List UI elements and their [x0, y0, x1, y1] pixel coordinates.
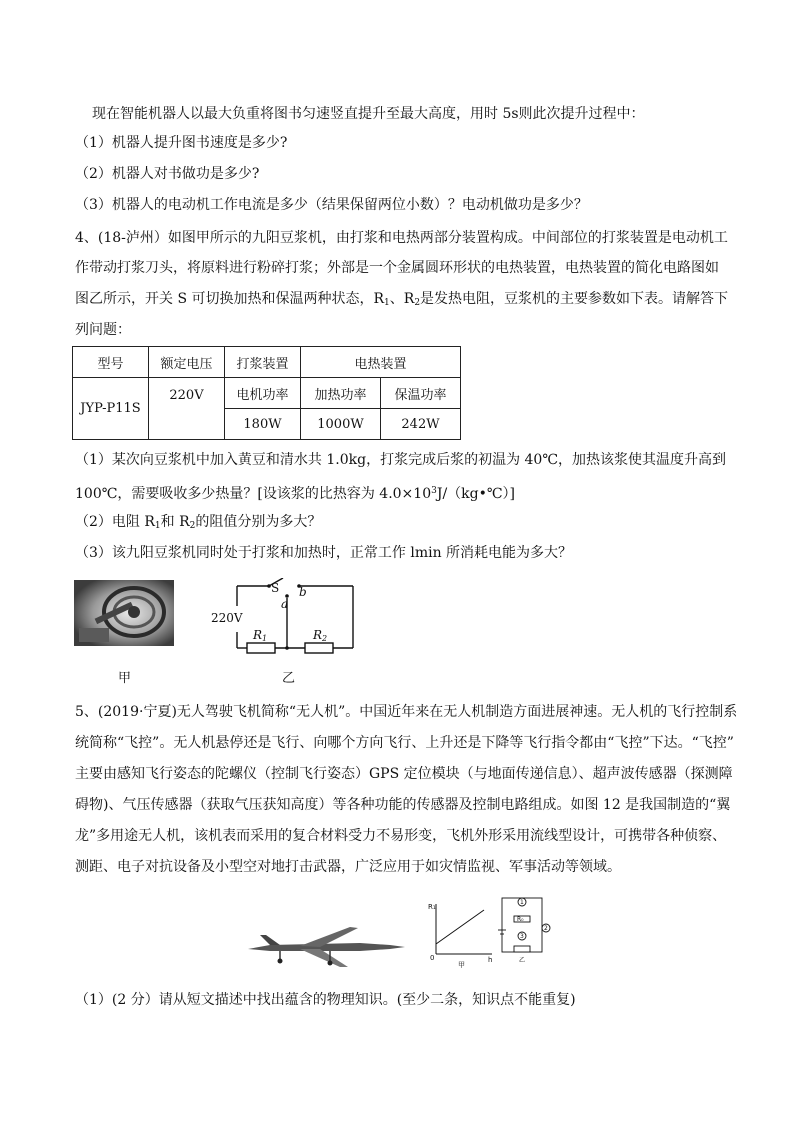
cell-keep-val: 242W: [381, 409, 461, 440]
problem5-line3: 主要由感知飞行姿态的陀螺仪（控制飞行姿态）GPS 定位模块（与地面传递信息）、超声波传感器（探测障: [75, 766, 733, 782]
q2-sub1: 1: [154, 521, 161, 531]
r1-main: R: [253, 628, 263, 642]
th-model: 型号: [73, 347, 149, 378]
r2-sub: 2: [322, 634, 328, 643]
figure-jia-caption: 甲: [118, 671, 132, 686]
soymilk-machine-photo: [74, 580, 174, 646]
graph-y-label: R₁: [428, 903, 436, 911]
problem4-line2: 作带动打浆刀头，将原料进行粉碎打浆；外部是一个金属圆环形状的电热装置，电热装置的简化电路图如: [75, 260, 719, 276]
th-voltage: 额定电压: [149, 347, 225, 378]
circuit-r1-label: [252, 628, 267, 643]
q2-mid: 和 R: [160, 514, 190, 530]
problem5-q1: （1）(2 分）请从短文描述中找出蕴含的物理知识。(至少二条，知识点不能重复): [75, 992, 576, 1008]
problem5-line6: 测距、电子对抗设备及小型空对地打击武器，广泛应用于如灾情监视、军事活动等领域。: [75, 859, 621, 875]
th-heat: 电热装置: [301, 347, 461, 378]
q1b-pre: 100℃，需要吸收多少热量？[设该浆的比热容为 4.0×10: [75, 486, 432, 502]
intro-question-2: （2）机器人对书做功是多少?: [75, 166, 260, 182]
r2-main: R: [313, 628, 323, 642]
figure-yi-caption: 乙: [282, 671, 296, 686]
problem5-line5: 龙”多用途无人机，该机表而采用的复合材料受力不易形变，飞机外形采用流线型设计，可携带各种侦察、: [75, 828, 727, 844]
intro-line: 现在智能机器人以最大负重将图书匀速竖直提升至最大高度，用时 5s则此次提升过程中：: [92, 106, 645, 122]
circuit-b-label: b: [299, 585, 307, 599]
heating-circuit-diagram: [205, 578, 365, 658]
q2-post: 的阻值分别为多大？: [195, 514, 322, 530]
cell-keep-label: 保温功率: [381, 378, 461, 409]
graph-x-label: h: [488, 956, 493, 964]
problem5-line1: 5、(2019·宁夏)无人驾驶飞机简称“无人机”。中国近年来在无人机制造方面进展神速。无人机的飞行控制系: [75, 704, 738, 720]
problem4-q2: [75, 512, 321, 536]
cell-voltage: 220V: [149, 378, 225, 440]
graph-jia-label: 甲: [458, 961, 465, 968]
circuit-r2-label: [312, 628, 327, 643]
cell-motor-label: 电机功率: [225, 378, 301, 409]
r1-sub: 1: [262, 634, 268, 643]
circuit-a-label: a: [281, 597, 289, 611]
circuit-voltage-label: 220V: [211, 611, 243, 625]
problem4-q1a: （1）某次向豆浆机中加入黄豆和清水共 1.0kg，打浆完成后浆的初温为 40℃，加热该浆使其温度升高到: [75, 452, 726, 468]
drone-image: [240, 925, 410, 970]
intro-question-1: （1）机器人提升图书速度是多少?: [75, 135, 288, 151]
th-blend: 打浆装置: [225, 347, 301, 378]
cell-heat-val: 1000W: [301, 409, 381, 440]
q2-sub2: 2: [189, 521, 196, 531]
meter-3-label: 3: [520, 933, 524, 940]
problem4-q1b: [75, 481, 515, 504]
q1b-sup: 3: [431, 486, 437, 496]
sub-1: 1: [384, 298, 390, 308]
sub-2: 2: [414, 298, 421, 308]
problem5-line4: 碍物)、气压传感器（获取气压获知高度）等各种功能的传感器及控制电路组成。如图 12 是我国制造的“翼: [75, 797, 731, 813]
sensor-circuit-diagram: [488, 892, 558, 968]
problem4-line4: 列问题：: [75, 322, 131, 338]
p3b: 、R: [389, 291, 415, 307]
spec-table: [72, 346, 461, 440]
q1b-post: J/（kg•℃）]: [436, 486, 515, 502]
problem4-line1: 4、(18-泸州）如图甲所示的九阳豆浆机，由打浆和电热两部分装置构成。中间部位的打浆装置是电动机工: [75, 230, 728, 246]
problem4-q3: （3）该九阳豆浆机同时处于打浆和加热时，正常工作 lmin 所消耗电能为多大？: [75, 545, 573, 561]
problem5-line2: 统简称“飞控”。无人机悬停还是飞行、向哪个方向飞行、上升还是下降等飞行指令都由“飞控”下达。“飞控”: [75, 735, 734, 751]
circuit-switch-label: S: [271, 581, 280, 595]
problem4-line3: [75, 289, 728, 313]
cell-model: JYP-P11S: [73, 378, 149, 440]
cell-motor-val: 180W: [225, 409, 301, 440]
meter-1-label: 1: [520, 899, 524, 906]
circuit-yi-label: 乙: [519, 957, 526, 964]
q2-pre: （2）电阻 R: [75, 514, 155, 530]
cell-heat-label: 加热功率: [301, 378, 381, 409]
graph-origin-label: 0: [430, 954, 435, 962]
resistor-r0-label: R₀: [517, 916, 524, 923]
p3c: 是发热电阻，豆浆机的主要参数如下表。请解答下: [420, 291, 729, 307]
meter-2-label: 2: [544, 925, 548, 932]
p3a: 图乙所示，开关 S 可切换加热和保温两种状态，R: [75, 291, 385, 307]
intro-question-3: （3）机器人的电动机工作电流是多少（结果保留两位小数）？电动机做功是多少？: [75, 197, 588, 213]
